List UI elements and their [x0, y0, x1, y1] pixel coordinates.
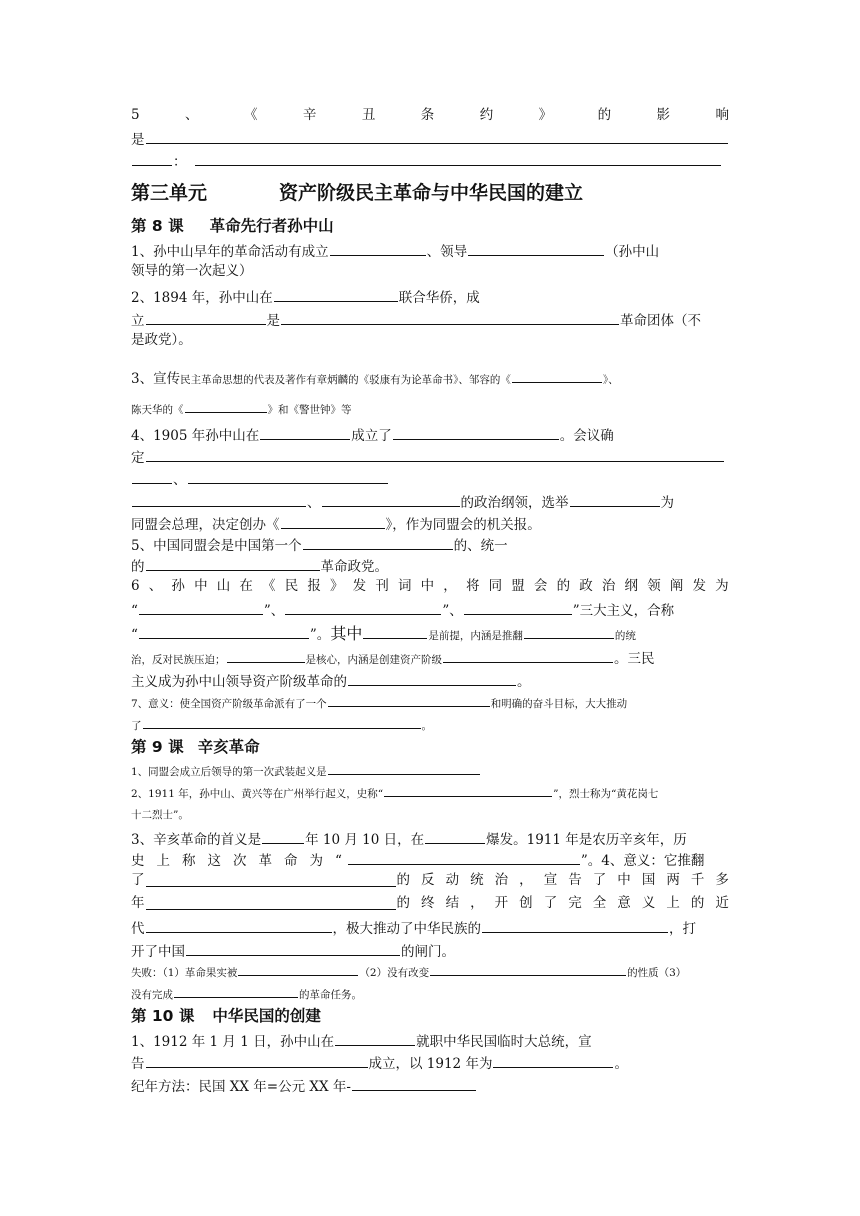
q5-char-8: 的 [597, 107, 612, 123]
l9-q3-line5: 代 ，极大推动了中华民族的 ，打 [131, 921, 696, 937]
l9-q3-char-3: 这 [207, 853, 221, 869]
l8-q1-cont: 领导的第一次起义） [131, 263, 253, 279]
l9-q3-line3-char-9: 中 [617, 872, 631, 888]
l8-q6-char-7: 民 [284, 578, 299, 594]
l9-q3-line4-char-4: 开 [494, 895, 509, 911]
l9-q3-line4-char-1: 终 [421, 895, 435, 911]
l8-q6-char-24: 阐 [669, 578, 684, 594]
l9-q3-line3-char-5: ， [519, 872, 533, 888]
l8-q2-line2: 立 是 革命团体（不 [131, 313, 701, 329]
l9-q3-line3-char-10: 国 [641, 872, 656, 888]
l8-q4-line3: 、 [131, 471, 389, 488]
l8-q6-line2: “ ”、 ”、 ”三大主义，合称 [131, 603, 675, 619]
l8-q6-char-9: 》 [330, 578, 344, 594]
l9-failure: 失败：（1）革命果实被 （2）没有改变 的性质（3） [131, 967, 687, 979]
l8-q6-char-1: 、 [148, 578, 163, 594]
l10-q2: 纪年方法：民国 XX 年=公元 XX 年- [131, 1078, 477, 1095]
l9-q3: 3、辛亥革命的首义是 年 10 月 10 日，在 爆发。1911 年是农历辛亥年，历 [131, 832, 687, 848]
l9-q3-char-4: 次 [233, 853, 247, 869]
l9-q3-line3-char-7: 告 [568, 872, 582, 888]
q5-char-2: 《 [243, 107, 258, 123]
l8-q6-char-6: 《 [262, 578, 276, 594]
l8-q6-char-5: 在 [239, 578, 253, 594]
q5-line-3: ： [131, 153, 722, 170]
l9-q3-line4-char-3: ， [470, 895, 484, 911]
l9-q3-line3-char-3: 统 [470, 872, 484, 888]
l9-q3-line4-char-10: 义 [641, 895, 656, 911]
l8-q6-char-20: 政 [579, 578, 593, 594]
l9-q3-char-7: 为 [309, 853, 323, 869]
l8-q6-char-10: 发 [352, 578, 367, 594]
l8-q6-char-25: 发 [692, 578, 706, 594]
l8-q1: 1、孙中山早年的革命活动有成立 、领导 （孙中山 [131, 244, 660, 260]
l9-q3-line3-char-8: 了 [592, 872, 607, 888]
q5-char-5: 条 [420, 107, 435, 123]
l8-q4-line5: 同盟会总理，决定创办《 》，作为同盟会的机关报。 [131, 517, 541, 533]
l8-q6-char-0: 6 [131, 578, 140, 594]
l9-q3-line6: 开了中国 的闸门。 [131, 944, 455, 960]
l8-q7-line2: 了 。 [131, 720, 432, 732]
l9-q3-line4-char-9: 意 [617, 895, 631, 911]
l9-q3-line4-char-7: 完 [568, 895, 582, 911]
l8-q6-char-3: 中 [194, 578, 208, 594]
l9-q3-line4-char-2: 结 [445, 895, 460, 911]
l9-q3-line3-char-4: 治 [494, 872, 509, 888]
l9-q3-char-6: 命 [284, 853, 298, 869]
q5-char-9: 影 [656, 107, 671, 123]
l8-q6-char-19: 的 [556, 578, 571, 594]
q5-char-1: 、 [185, 107, 199, 123]
unit-title: 第三单元 资产阶级民主革命与中华民国的建立 [131, 182, 584, 204]
q5-line-1 [131, 109, 729, 123]
l9-q3-line2: 史 上 称 这 次 革 命 为 “ ”。4、意义：它推翻 [131, 853, 705, 869]
l8-q6-char-8: 报 [307, 578, 321, 594]
l8-q6-char-14: ， [443, 578, 457, 594]
l8-q5: 5、中国同盟会是中国第一个 的、统一 [131, 538, 508, 554]
l9-q2-line2: 十二烈士”。 [131, 809, 189, 821]
l8-q6-char-18: 会 [533, 578, 548, 594]
q5-char-0: 5 [131, 107, 140, 123]
l9-q3-line3-char-13: 多 [715, 872, 729, 888]
l9-q3-line4: 年 的 终 结 ， 开 创 了 完 全 意 义 上 的 近 [131, 895, 729, 911]
l9-q3-char-1: 上 [156, 853, 170, 869]
q5-char-3: 辛 [302, 107, 317, 123]
l8-q4-line4: 、 的政治纲领，选举 为 [131, 494, 674, 511]
l9-q3-char-0: 史 [131, 853, 145, 869]
l9-q3-line4-char-12: 的 [690, 895, 705, 911]
l8-q6-char-11: 刊 [375, 578, 389, 594]
l9-q3-line4-char-0: 的 [396, 895, 410, 911]
l8-q6-char-26: 为 [715, 578, 729, 594]
l9-q3-line3-char-0: 的 [396, 872, 410, 888]
q5-line-2: 是 [131, 131, 729, 148]
l8-q2-line3: 是政党）。 [131, 332, 192, 348]
l9-failure-line2: 没有完成 的革命任务。 [131, 989, 362, 1001]
q5-char-7: 》 [538, 107, 553, 123]
l9-q3-line4-char-11: 上 [666, 895, 680, 911]
lesson-10-title: 第 10 课 中华民国的创建 [131, 1007, 321, 1025]
l9-q3-line3-char-11: 两 [666, 872, 680, 888]
l8-q4: 4、1905 年孙中山在 成立了 。会议确 [131, 428, 614, 444]
l8-q6-char-17: 盟 [511, 578, 525, 594]
l8-q3: 3、宣传民主革命思想的代表及著作有章炳麟的《驳康有为论革命书》、邹容的《 》、 [131, 371, 619, 387]
l9-q3-char-2: 称 [182, 853, 196, 869]
l9-q3-line3: 了 的 反 动 统 治 ， 宣 告 了 中 国 两 千 多 [131, 872, 729, 888]
q5-char-4: 丑 [361, 107, 376, 123]
l8-q6-char-2: 孙 [171, 578, 185, 594]
lesson-9-title: 第 9 课 辛亥革命 [131, 738, 260, 756]
l9-q2: 2、1911 年，孙中山、黄兴等在广州举行起义，史称“ ”，烈士称为“黄花岗七 [131, 788, 659, 800]
l8-q7: 7、意义：使全国资产阶级革命派有了一个 和明确的奋斗目标，大大推动 [131, 698, 628, 710]
l8-q6-char-22: 纲 [624, 578, 639, 594]
q5-char-10: 响 [715, 107, 729, 123]
l8-q6-char-13: 中 [420, 578, 435, 594]
l8-q6-line4: 治，反对民族压迫； 是核心，内涵是创建资产阶级 。三民 [131, 651, 655, 667]
l9-q3-line4-char-5: 创 [519, 895, 533, 911]
l8-q6-char-12: 词 [397, 578, 412, 594]
l8-q6-char-16: 同 [488, 578, 503, 594]
l9-q3-char-5: 革 [258, 853, 272, 869]
l10-q1-line2: 告 成立，以 1912 年为 。 [131, 1056, 628, 1072]
l9-q3-line3-char-12: 千 [690, 872, 705, 888]
l8-q6-line3: “ ”。其中 是前提，内涵是推翻 的统 [131, 624, 636, 643]
l9-q3-line3-char-2: 动 [445, 872, 460, 888]
l9-q3-char-8: “ [335, 853, 342, 869]
q5-char-6: 约 [479, 107, 494, 123]
l8-q4-line2: 定 [131, 449, 725, 466]
l8-q6-char-4: 山 [216, 578, 231, 594]
l8-q6-line5: 主义成为孙中山领导资产阶级革命的 。 [131, 674, 531, 690]
l10-q1: 1、1912 年 1 月 1 日，孙中山在 就职中华民国临时大总统，宣 [131, 1034, 592, 1050]
l8-q2: 2、1894 年，孙中山在 联合华侨，成 [131, 290, 480, 306]
l9-q3-line4-char-8: 全 [592, 895, 607, 911]
l8-q6-char-23: 领 [647, 578, 661, 594]
l9-q3-line4-char-6: 了 [543, 895, 558, 911]
l9-q3-line3-char-6: 宣 [543, 872, 558, 888]
l8-q5-line2: 的 革命政党。 [131, 559, 388, 575]
l8-q6-char-15: 将 [465, 578, 480, 594]
l9-q3-line4-char-13: 近 [715, 895, 729, 911]
lesson-8-title: 第 8 课 革命先行者孙中山 [131, 217, 334, 235]
l8-q6-char-21: 治 [601, 578, 616, 594]
l9-q1: 1、同盟会成立后领导的第一次武装起义是 [131, 765, 481, 778]
l9-q3-line3-char-1: 反 [421, 872, 435, 888]
l8-q6 [131, 580, 729, 594]
l8-q3-line2: 陈天华的《 》和《警世钟》等 [131, 404, 352, 416]
